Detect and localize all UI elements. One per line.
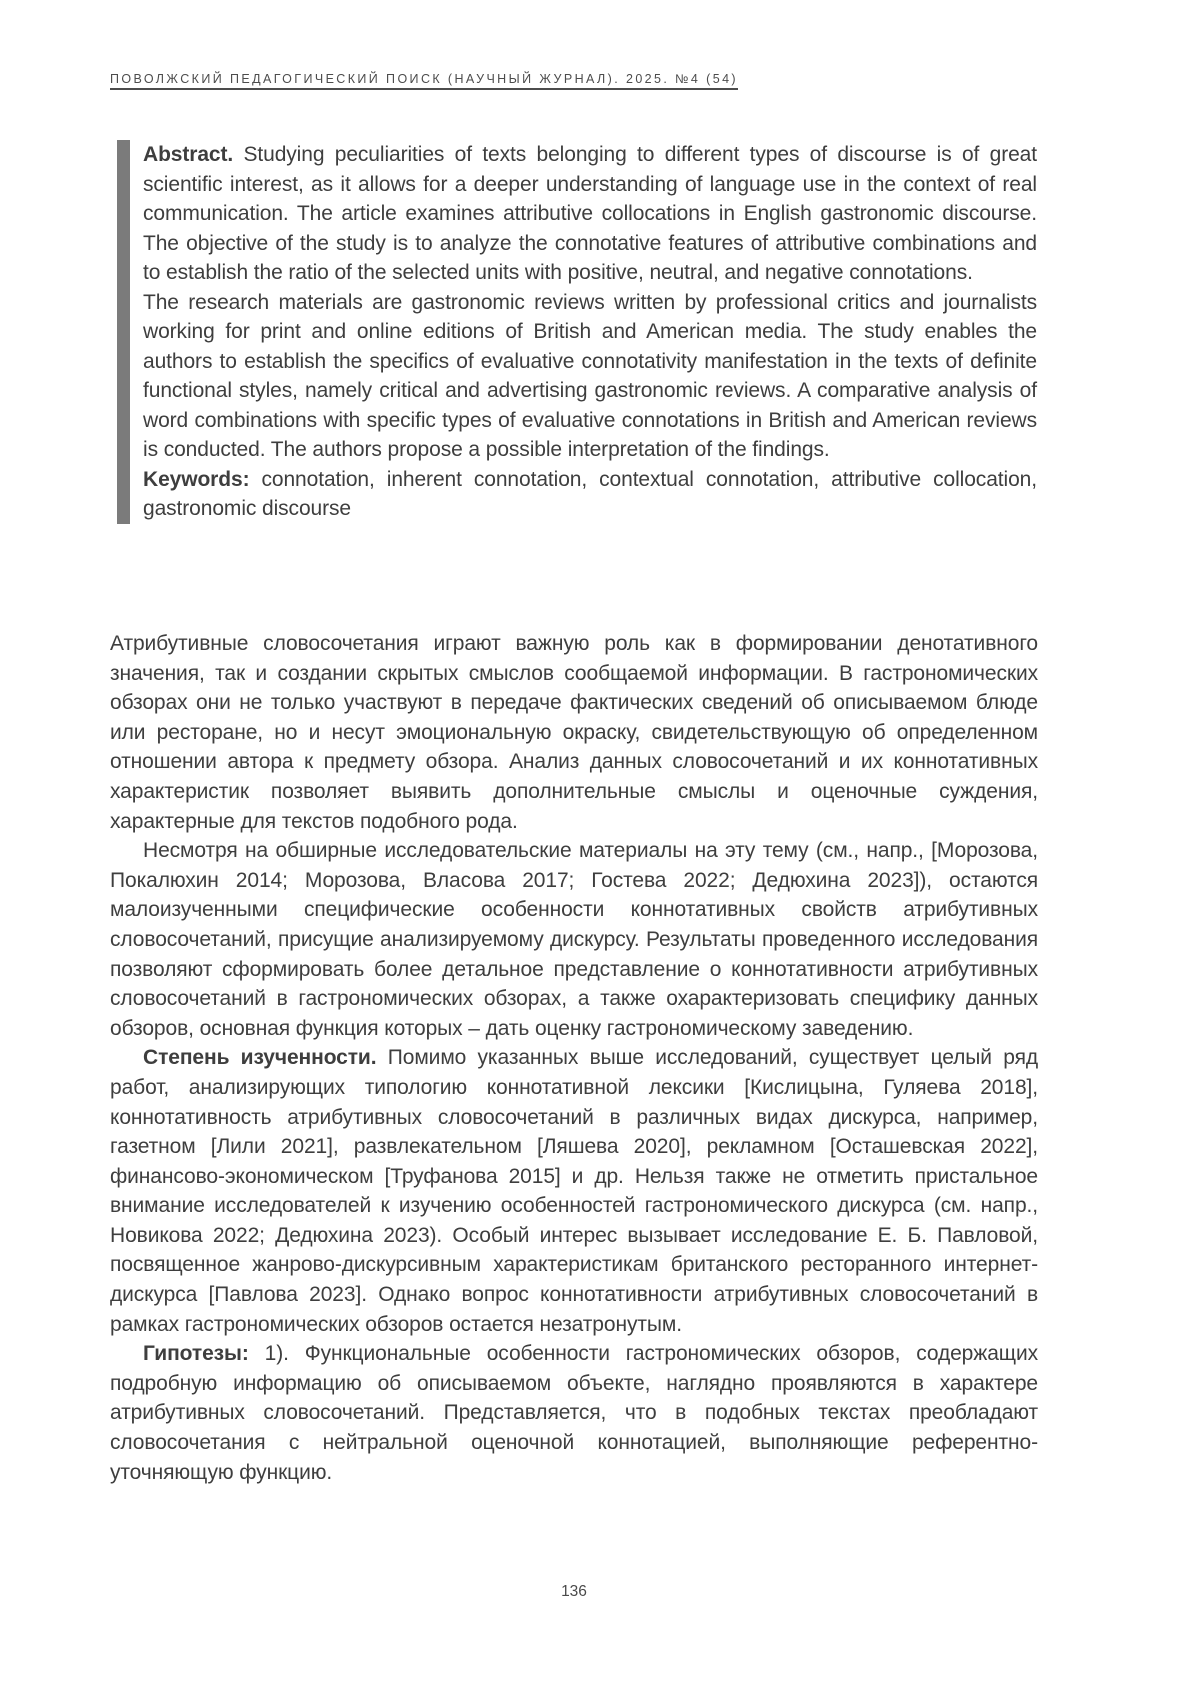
abstract-paragraph-1-text: Studying peculiarities of texts belonging to different types of discourse is of great scientific interest, as it allows for a deeper understanding of language use in the context of real communication. The article examines attributive collocations in English gastronomic discourse. The objective of the study is to analyze the connotative features of attributive combinations and to establish the ratio of the selected units with positive, neutral, and negative connotations. — [143, 143, 1037, 284]
body-paragraph-4 — [110, 1339, 1038, 1487]
keywords-label: Keywords: — [143, 467, 250, 491]
body-paragraph-3-text: Помимо указанных выше исследований, существует целый ряд работ, анализирующих типологию коннотативной лексики [Кислицына, Гуляева 2018], коннотативность атрибутивных словосочетаний в различных видах дискурса, например, газетном [Лили 2021], развлекательном [Ляшева 2020], рекламном [Осташевская 2022], финансово-экономическом [Труфанова 2015] и др. Нельзя также не отметить пристальное внимание исследователей к изучению особенностей гастрономического дискурса (см. напр., Новикова 2022; Дедюхина 2023). Особый интерес вызывает исследование Е. Б. Павловой, посвященное жанрово-дискурсивным характеристикам британского ресторанного интернет-дискурса [Павлова 2023]. Однако вопрос коннотативности атрибутивных словосочетаний в рамках гастрономических обзоров остается незатронутым. — [110, 1046, 1038, 1336]
degree-of-study-label: Степень изученности. — [143, 1046, 377, 1070]
keywords-text: connotation, inherent connotation, contextual connotation, attributive collocation, gastronomic discourse — [143, 467, 1037, 520]
abstract-paragraph-1 — [143, 140, 1037, 288]
abstract-paragraph-2: The research materials are gastronomic reviews written by professional critics and journalists working for print and online editions of British and American media. The study enables the authors to establish the specifics of evaluative connotativity manifestation in the texts of definite functional styles, namely critical and advertising gastronomic reviews. A comparative analysis of word combinations with specific types of evaluative connotations in British and American reviews is conducted. The authors propose a possible interpretation of the findings. — [143, 290, 1037, 461]
body-paragraph-1: Атрибутивные словосочетания играют важную роль как в формировании денотативного значения, так и создании скрытых смыслов сообщаемой информации. В гастрономических обзорах они не только участвуют в передаче фактических сведений об описываемом блюде или ресторане, но и несут эмоциональную окраску, свидетельствующую об определенном отношении автора к предмету обзора. Анализ данных словосочетаний и их коннотативных характеристик позволяет выявить дополнительные смыслы и оценочные суждения, характерные для текстов подобного рода. — [110, 632, 1038, 833]
abstract-accent-bar — [117, 140, 130, 524]
page-number: 136 — [561, 1583, 587, 1600]
journal-header: ПОВОЛЖСКИЙ ПЕДАГОГИЧЕСКИЙ ПОИСК (НАУЧНЫЙ ЖУРНАЛ). 2025. №4 (54) — [110, 72, 738, 86]
abstract-block — [117, 140, 1037, 524]
body-paragraph-2: Несмотря на обширные исследовательские материалы на эту тему (см., напр., [Морозова, Покалюхин 2014; Морозова, Власова 2017; Гостева 2022; Дедюхина 2023]), остаются малоизученными специфические особенности коннотативных свойств атрибутивных словосочетаний, присущие анализируемому дискурсу. Результаты проведенного исследования позволяют сформировать более детальное представление о коннотативности атрибутивных словосочетаний в гастрономических обзорах, а также охарактеризовать специфику данных обзоров, основная функция которых – дать оценку гастрономическому заведению. — [110, 839, 1038, 1040]
article-body — [110, 629, 1038, 1487]
keywords-paragraph — [143, 465, 1037, 524]
abstract-label: Abstract. — [143, 143, 234, 166]
hypotheses-label: Гипотезы: — [143, 1342, 249, 1366]
abstract-text — [143, 140, 1037, 524]
body-paragraph-3 — [110, 1043, 1038, 1339]
body-paragraph-4-text: 1). Функциональные особенности гастрономических обзоров, содержащих подробную информацию об описываемом объекте, наглядно проявляются в характере атрибутивных словосочетаний. Представляется, что в подобных текстах преобладают словосочетания с нейтральной оценочной коннотацией, выполняющие референтно-уточняющую функцию. — [110, 1342, 1038, 1484]
